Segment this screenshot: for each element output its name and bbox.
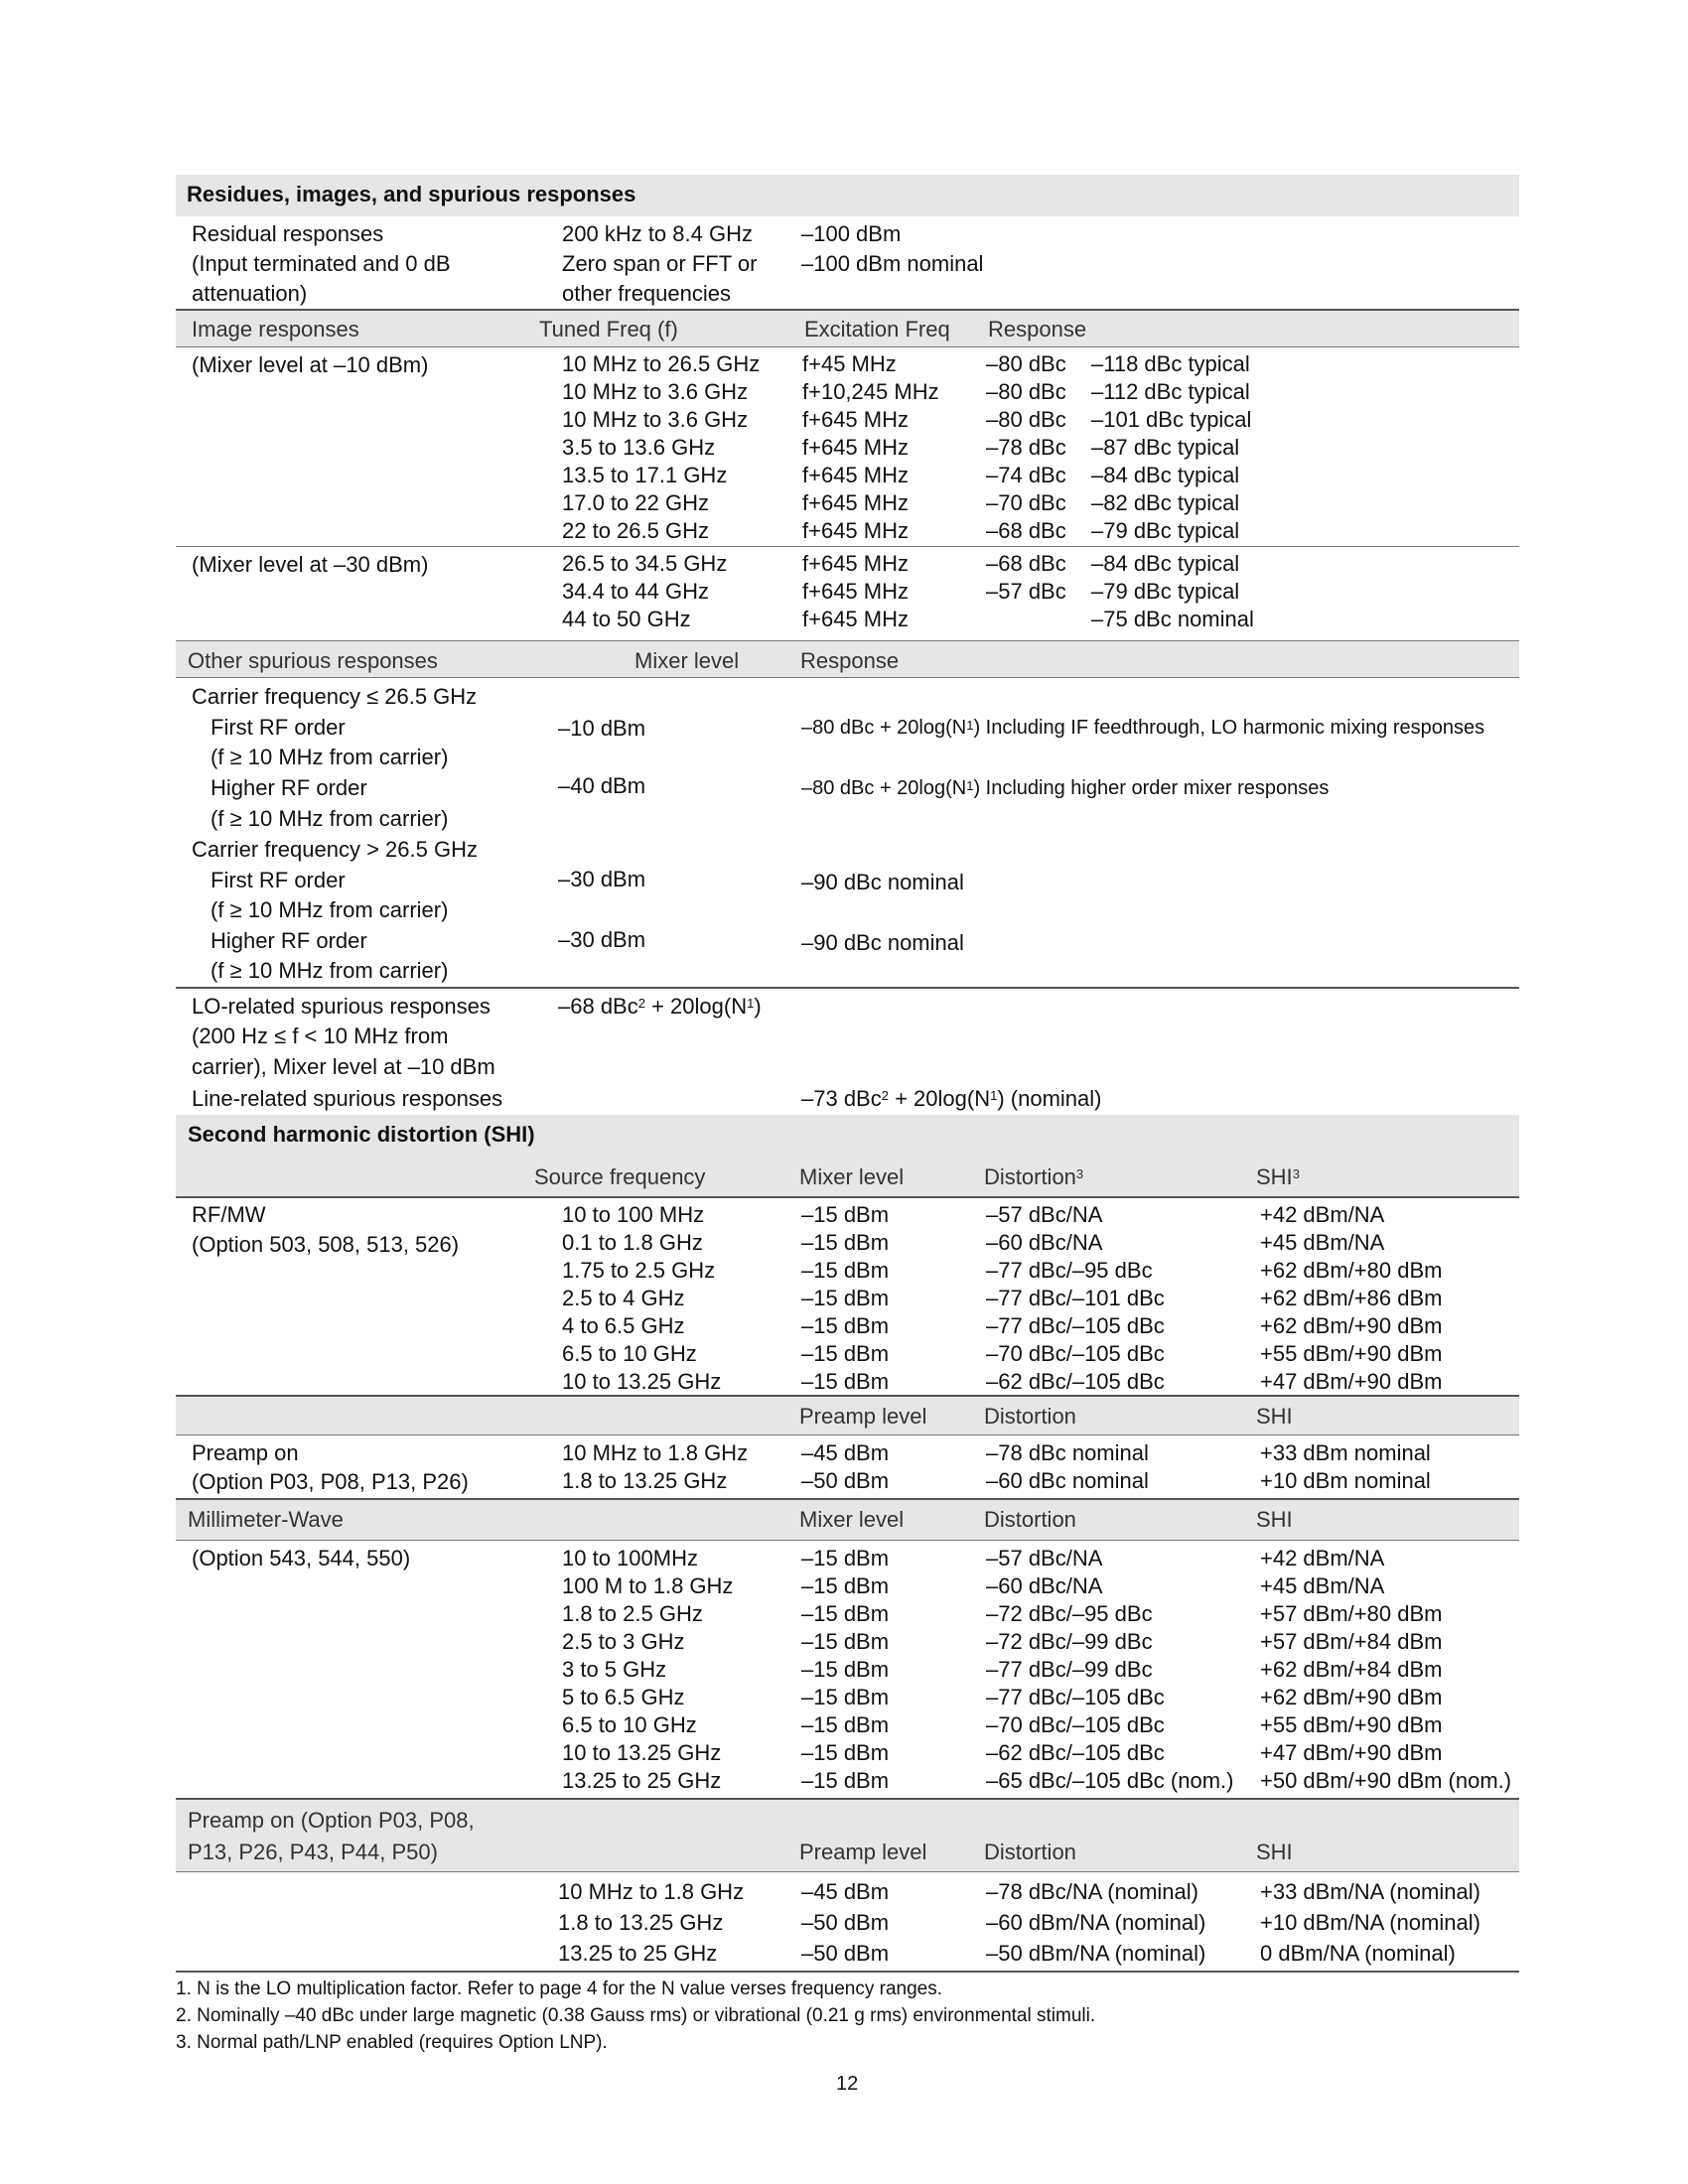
- cell: –84 dBc typical: [1091, 463, 1240, 487]
- divider: [176, 677, 1519, 678]
- cell: 1.8 to 13.25 GHz: [558, 1910, 724, 1935]
- cell: –72 dBc/–99 dBc: [986, 1629, 1153, 1654]
- rfmw-shi-column: [1260, 1201, 1442, 1396]
- shi-title: Second harmonic distortion (SHI): [188, 1122, 535, 1147]
- cell: –15 dBm: [801, 1202, 890, 1227]
- image-tuned-column-2: [562, 550, 727, 633]
- residual-label-1: Residual responses: [192, 221, 384, 246]
- header-shi: SHI: [1256, 1404, 1293, 1429]
- cell: –60 dBm/NA (nominal): [986, 1910, 1206, 1935]
- cell: –68 dBc: [986, 551, 1066, 576]
- header-distortion: Distortion: [984, 1507, 1076, 1532]
- cell: 6.5 to 10 GHz: [562, 1341, 697, 1366]
- cell: –15 dBm: [801, 1286, 890, 1310]
- cell: 6.5 to 10 GHz: [562, 1712, 697, 1737]
- cell: –62 dBc/–105 dBc: [986, 1740, 1165, 1765]
- cell: f+645 MHz: [802, 463, 909, 487]
- cell: –101 dBc typical: [1091, 407, 1252, 432]
- cell: –15 dBm: [801, 1313, 890, 1338]
- cell: –77 dBc/–99 dBc: [986, 1657, 1153, 1682]
- first-rf-order-label: First RF order: [211, 868, 346, 892]
- cell: f+645 MHz: [802, 518, 909, 543]
- cell: –15 dBm: [801, 1573, 890, 1598]
- residual-value-2: –100 dBm nominal: [801, 251, 984, 276]
- cell: –77 dBc/–105 dBc: [986, 1313, 1165, 1338]
- cell: 2.5 to 3 GHz: [562, 1629, 685, 1654]
- cell: –78 dBc nominal: [986, 1440, 1149, 1465]
- lo-related-label-2: (200 Hz ≤ f < 10 MHz from: [192, 1024, 449, 1048]
- preamp-shi-column: [1260, 1439, 1431, 1495]
- cell: –80 dBc: [986, 379, 1066, 404]
- cell: –80 dBc: [986, 407, 1066, 432]
- carrier-gt-label: Carrier frequency > 26.5 GHz: [192, 837, 478, 862]
- cell: 22 to 26.5 GHz: [562, 518, 709, 543]
- image-response-column: [986, 350, 1066, 545]
- cell: 10 MHz to 26.5 GHz: [562, 351, 761, 376]
- cell: +42 dBm/NA: [1260, 1546, 1385, 1570]
- header-preamp-level: Preamp level: [799, 1404, 927, 1429]
- cell: 0.1 to 1.8 GHz: [562, 1230, 703, 1255]
- cell: +62 dBm/+84 dBm: [1260, 1657, 1443, 1682]
- cell: +57 dBm/+80 dBm: [1260, 1601, 1443, 1626]
- cell: –15 dBm: [801, 1369, 890, 1394]
- from-carrier-label: (f ≥ 10 MHz from carrier): [211, 958, 449, 983]
- cell: 10 MHz to 1.8 GHz: [558, 1879, 745, 1904]
- image-excitation-column-2: [802, 550, 909, 633]
- cell: –68 dBc: [986, 518, 1066, 543]
- residual-freq-2: Zero span or FFT or: [562, 251, 758, 276]
- image-response-column-2: [986, 550, 1066, 606]
- cell: f+645 MHz: [802, 490, 909, 515]
- cell: 0 dBm/NA (nominal): [1260, 1941, 1456, 1966]
- cell: f+645 MHz: [802, 435, 909, 460]
- mmw-preamp-shi-column: [1260, 1876, 1480, 1969]
- cell: –57 dBc: [986, 579, 1066, 604]
- cell: 10 to 100 MHz: [562, 1202, 705, 1227]
- header-distortion: Distortion: [984, 1840, 1076, 1864]
- preamp-distortion-column: [986, 1439, 1149, 1495]
- cell: f+645 MHz: [802, 579, 909, 604]
- cell: 1.75 to 2.5 GHz: [562, 1258, 716, 1283]
- cell: –50 dBm: [801, 1941, 890, 1966]
- cell: –70 dBc: [986, 490, 1066, 515]
- header-tuned-freq: Tuned Freq (f): [539, 317, 678, 341]
- cell: 13.5 to 17.1 GHz: [562, 463, 728, 487]
- cell: 4 to 6.5 GHz: [562, 1313, 685, 1338]
- cell: +62 dBm/+90 dBm: [1260, 1685, 1443, 1709]
- header-millimeter-wave: Millimeter-Wave: [188, 1507, 344, 1532]
- cell: –60 dBc nominal: [986, 1468, 1149, 1493]
- le-first-response: –80 dBc + $20\log(N^1)$ Including IF feedthrough, LO harmonic mixing responses: [801, 717, 1485, 739]
- cell: –57 dBc/NA: [986, 1546, 1103, 1570]
- cell: –65 dBc/–105 dBc (nom.): [986, 1768, 1234, 1793]
- residual-freq-1: 200 kHz to 8.4 GHz: [562, 221, 753, 246]
- cell: +62 dBm/+86 dBm: [1260, 1286, 1443, 1310]
- header-other-spurious: Other spurious responses: [188, 648, 438, 673]
- cell: 3.5 to 13.6 GHz: [562, 435, 716, 460]
- header-mixer-level: Mixer level: [799, 1164, 905, 1189]
- gt-higher-level: –30 dBm: [558, 927, 646, 952]
- lo-related-label-3: carrier), Mixer level at –10 dBm: [192, 1054, 495, 1079]
- cell: +55 dBm/+90 dBm: [1260, 1712, 1443, 1737]
- cell: –77 dBc/–105 dBc: [986, 1685, 1165, 1709]
- rfmw-label-1: RF/MW: [192, 1202, 266, 1227]
- higher-rf-order-label: Higher RF order: [211, 775, 367, 800]
- from-carrier-label: (f ≥ 10 MHz from carrier): [211, 897, 449, 922]
- mixer-level-10-label: (Mixer level at –10 dBm): [192, 352, 429, 377]
- cell: –15 dBm: [801, 1258, 890, 1283]
- gt-higher-response: –90 dBc nominal: [801, 930, 964, 955]
- cell: 5 to 6.5 GHz: [562, 1685, 685, 1709]
- cell: 100 M to 1.8 GHz: [562, 1573, 734, 1598]
- cell: –15 dBm: [801, 1657, 890, 1682]
- cell: 13.25 to 25 GHz: [558, 1941, 718, 1966]
- cell: +50 dBm/+90 dBm (nom.): [1260, 1768, 1512, 1793]
- header-source-frequency: Source frequency: [534, 1164, 706, 1189]
- cell: 3 to 5 GHz: [562, 1657, 667, 1682]
- cell: –57 dBc/NA: [986, 1202, 1103, 1227]
- residual-freq-3: other frequencies: [562, 281, 731, 306]
- mmw-shi-column: [1260, 1545, 1511, 1795]
- divider: [176, 987, 1519, 989]
- cell: +55 dBm/+90 dBm: [1260, 1341, 1443, 1366]
- mmw-preamp-title-2: P13, P26, P43, P44, P50): [188, 1840, 438, 1864]
- cell: –15 dBm: [801, 1230, 890, 1255]
- cell: +45 dBm/NA: [1260, 1230, 1385, 1255]
- lo-related-value: –68 $dBc^2 + 20\log(N^1)$: [558, 994, 762, 1019]
- cell: +10 dBm nominal: [1260, 1468, 1431, 1493]
- rfmw-label-2: (Option 503, 508, 513, 526): [192, 1232, 460, 1257]
- cell: –78 dBc: [986, 435, 1066, 460]
- cell: 17.0 to 22 GHz: [562, 490, 709, 515]
- cell: –50 dBm: [801, 1910, 890, 1935]
- le-higher-response: –80 dBc + $20\log(N^1)$ Including higher order mixer responses: [801, 777, 1330, 799]
- cell: 10 to 100MHz: [562, 1546, 698, 1570]
- preamp-level-column: [801, 1439, 889, 1495]
- cell: –77 dBc/–101 dBc: [986, 1286, 1165, 1310]
- cell: –50 dBm: [801, 1468, 890, 1493]
- cell: –60 dBc/NA: [986, 1573, 1103, 1598]
- mmw-freq-column: [562, 1545, 733, 1795]
- image-excitation-column: [802, 350, 939, 545]
- header-excitation-freq: Excitation Freq: [804, 317, 950, 341]
- cell: f+645 MHz: [802, 607, 909, 631]
- cell: –70 dBc/–105 dBc: [986, 1341, 1165, 1366]
- divider: [176, 546, 1519, 547]
- cell: 10 to 13.25 GHz: [562, 1369, 722, 1394]
- carrier-le-label: Carrier frequency ≤ 26.5 GHz: [192, 684, 478, 709]
- cell: –87 dBc typical: [1091, 435, 1240, 460]
- cell: +42 dBm/NA: [1260, 1202, 1385, 1227]
- cell: –15 dBm: [801, 1601, 890, 1626]
- cell: +62 dBm/+90 dBm: [1260, 1313, 1443, 1338]
- cell: –84 dBc typical: [1091, 551, 1240, 576]
- higher-rf-order-label: Higher RF order: [211, 928, 367, 953]
- cell: –70 dBc/–105 dBc: [986, 1712, 1165, 1737]
- footnote-2: 2. Nominally –40 dBc under large magnetic (0.38 Gauss rms) or vibrational (0.21 g rms) environmental stimuli.: [176, 2005, 1096, 2026]
- cell: –78 dBc/NA (nominal): [986, 1879, 1198, 1904]
- mmw-preamp-level-column: [801, 1876, 889, 1969]
- image-typical-column-2: [1091, 550, 1254, 633]
- cell: –15 dBm: [801, 1629, 890, 1654]
- gt-first-response: –90 dBc nominal: [801, 870, 964, 894]
- cell: 1.8 to 13.25 GHz: [562, 1468, 728, 1493]
- header-shi: SHI$^3$: [1256, 1164, 1300, 1189]
- cell: –15 dBm: [801, 1768, 890, 1793]
- mmw-preamp-freq-column: [558, 1876, 744, 1969]
- cell: –72 dBc/–95 dBc: [986, 1601, 1153, 1626]
- cell: +47 dBm/+90 dBm: [1260, 1740, 1443, 1765]
- preamp-label-2: (Option P03, P08, P13, P26): [192, 1469, 469, 1494]
- cell: +10 dBm/NA (nominal): [1260, 1910, 1480, 1935]
- divider: [176, 1971, 1519, 1973]
- line-related-label: Line-related spurious responses: [192, 1086, 503, 1111]
- gt-first-level: –30 dBm: [558, 867, 646, 891]
- header-response: Response: [800, 648, 900, 673]
- cell: –82 dBc typical: [1091, 490, 1240, 515]
- residual-label-3: attenuation): [192, 281, 308, 306]
- from-carrier-label: (f ≥ 10 MHz from carrier): [211, 745, 449, 769]
- cell: +57 dBm/+84 dBm: [1260, 1629, 1443, 1654]
- cell: +33 dBm nominal: [1260, 1440, 1431, 1465]
- from-carrier-label: (f ≥ 10 MHz from carrier): [211, 806, 449, 831]
- cell: +33 dBm/NA (nominal): [1260, 1879, 1480, 1904]
- mmw-distortion-column: [986, 1545, 1233, 1795]
- rfmw-distortion-column: [986, 1201, 1165, 1396]
- header-mixer-level: Mixer level: [799, 1507, 905, 1532]
- cell: 26.5 to 34.5 GHz: [562, 551, 728, 576]
- header-image-responses: Image responses: [192, 317, 359, 341]
- header-distortion: Distortion: [984, 1404, 1076, 1429]
- cell: 13.25 to 25 GHz: [562, 1768, 722, 1793]
- cell: –77 dBc/–95 dBc: [986, 1258, 1153, 1283]
- cell: –74 dBc: [986, 463, 1066, 487]
- le-first-level: –10 dBm: [558, 716, 646, 741]
- residual-value-1: –100 dBm: [801, 221, 902, 246]
- cell: –60 dBc/NA: [986, 1230, 1103, 1255]
- line-related-value: –73 $dBc^2 + 20\log(N^1)$ (nominal): [801, 1086, 1102, 1111]
- cell: 10 MHz to 3.6 GHz: [562, 407, 749, 432]
- cell: –80 dBc: [986, 351, 1066, 376]
- section-title: Residues, images, and spurious responses: [187, 182, 636, 206]
- header-response: Response: [988, 317, 1087, 341]
- cell: –15 dBm: [801, 1712, 890, 1737]
- cell: –15 dBm: [801, 1546, 890, 1570]
- preamp-label-1: Preamp on: [192, 1440, 299, 1465]
- cell: –79 dBc typical: [1091, 579, 1240, 604]
- cell: –79 dBc typical: [1091, 518, 1240, 543]
- cell: 1.8 to 2.5 GHz: [562, 1601, 703, 1626]
- header-mixer-level: Mixer level: [634, 648, 740, 673]
- image-typical-column: [1091, 350, 1251, 545]
- cell: –15 dBm: [801, 1740, 890, 1765]
- cell: f+10,245 MHz: [802, 379, 939, 404]
- cell: f+645 MHz: [802, 407, 909, 432]
- cell: –118 dBc typical: [1091, 351, 1250, 376]
- divider: [176, 1196, 1519, 1198]
- cell: –75 dBc nominal: [1091, 607, 1254, 631]
- cell: f+645 MHz: [802, 551, 909, 576]
- rfmw-freq-column: [562, 1201, 721, 1396]
- header-preamp-level: Preamp level: [799, 1840, 927, 1864]
- residual-label-2: (Input terminated and 0 dB: [192, 251, 451, 276]
- cell: 34.4 to 44 GHz: [562, 579, 709, 604]
- cell: –112 dBc typical: [1091, 379, 1250, 404]
- header-distortion: Distortion$^3$: [984, 1164, 1084, 1189]
- mixer-level-30-label: (Mixer level at –30 dBm): [192, 552, 429, 577]
- mmw-label: (Option 543, 544, 550): [192, 1546, 411, 1570]
- lo-related-label-1: LO-related spurious responses: [192, 994, 491, 1019]
- divider: [176, 1434, 1519, 1435]
- rfmw-level-column: [801, 1201, 889, 1396]
- header-shi: SHI: [1256, 1840, 1293, 1864]
- cell: +45 dBm/NA: [1260, 1573, 1385, 1598]
- cell: +62 dBm/+80 dBm: [1260, 1258, 1443, 1283]
- divider: [176, 1540, 1519, 1541]
- cell: –45 dBm: [801, 1879, 890, 1904]
- cell: 10 MHz to 3.6 GHz: [562, 379, 749, 404]
- first-rf-order-label: First RF order: [211, 715, 346, 740]
- footnote-3: 3. Normal path/LNP enabled (requires Option LNP).: [176, 2032, 608, 2053]
- cell: –15 dBm: [801, 1685, 890, 1709]
- mmw-preamp-title-1: Preamp on (Option P03, P08,: [188, 1808, 475, 1833]
- footnote-1: 1. N is the LO multiplication factor. Refer to page 4 for the N value verses frequency ranges.: [176, 1979, 943, 1999]
- divider: [176, 346, 1519, 347]
- cell: –15 dBm: [801, 1341, 890, 1366]
- cell: f+45 MHz: [802, 351, 897, 376]
- page-number: 12: [836, 2073, 859, 2095]
- preamp-freq-column: [562, 1439, 748, 1495]
- cell: 10 to 13.25 GHz: [562, 1740, 722, 1765]
- cell: –45 dBm: [801, 1440, 890, 1465]
- cell: –62 dBc/–105 dBc: [986, 1369, 1165, 1394]
- cell: +47 dBm/+90 dBm: [1260, 1369, 1443, 1394]
- header-shi: SHI: [1256, 1507, 1293, 1532]
- cell: –50 dBm/NA (nominal): [986, 1941, 1206, 1966]
- mmw-level-column: [801, 1545, 889, 1795]
- image-tuned-column: [562, 350, 760, 545]
- cell: 10 MHz to 1.8 GHz: [562, 1440, 749, 1465]
- le-higher-level: –40 dBm: [558, 773, 646, 798]
- mmw-preamp-distortion-column: [986, 1876, 1205, 1969]
- cell: 2.5 to 4 GHz: [562, 1286, 685, 1310]
- cell: 44 to 50 GHz: [562, 607, 691, 631]
- divider: [176, 1871, 1519, 1872]
